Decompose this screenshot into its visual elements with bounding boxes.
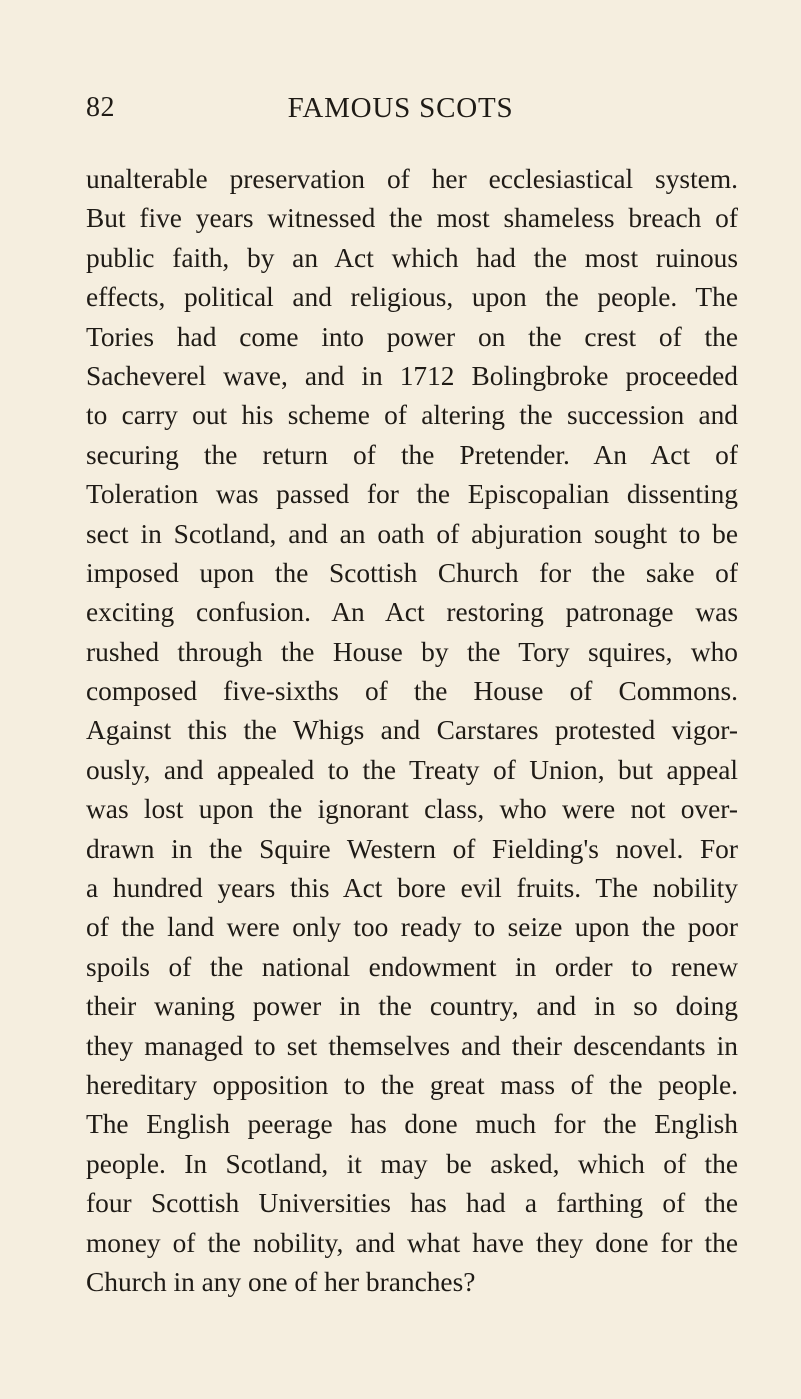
text-line: Tories had come into power on the crest of the: [86, 321, 738, 352]
text-line: unalterable preservation of her ecclesiastical system.: [86, 164, 738, 194]
text-line: was lost upon the ignorant class, who were not over-: [86, 794, 738, 825]
text-line: drawn in the Squire Western of Fielding's novel. For: [86, 833, 738, 864]
text-line: people. In Scotland, it may be asked, which of the: [86, 1148, 738, 1179]
text-line: public faith, by an Act which had the most ruinous: [86, 242, 738, 273]
text-line: composed five-sixths of the House of Commons.: [86, 676, 738, 707]
body-text: [86, 160, 738, 1302]
text-line: money of the nobility, and what have they done for the: [86, 1227, 738, 1258]
text-line: four Scottish Universities has had a farthing of the: [86, 1188, 738, 1219]
text-line: they managed to set themselves and their descendants in: [86, 1030, 738, 1061]
text-line: ously, and appealed to the Treaty of Union, but appeal: [86, 754, 738, 785]
text-line: exciting confusion. An Act restoring patronage was: [86, 597, 738, 628]
text-line: Toleration was passed for the Episcopalian dissenting: [86, 479, 738, 510]
text-line: But five years witnessed the most shameless breach of: [86, 203, 738, 234]
text-line: effects, political and religious, upon the people. The: [86, 282, 738, 313]
page-number: 82: [86, 92, 115, 123]
page-header: [0, 92, 801, 132]
text-line: spoils of the national endowment in order to renew: [86, 951, 738, 982]
text-line: their waning power in the country, and in so doing: [86, 991, 738, 1022]
text-line: Against this the Whigs and Carstares protested vigor-: [86, 715, 738, 746]
text-line: to carry out his scheme of altering the succession and: [86, 400, 738, 431]
text-line: rushed through the House by the Tory squires, who: [86, 636, 738, 667]
text-line: Sacheverel wave, and in 1712 Bolingbroke proceeded: [86, 360, 738, 391]
text-line: The English peerage has done much for the English: [86, 1109, 738, 1140]
text-line: hereditary opposition to the great mass of the people.: [86, 1069, 738, 1100]
text-line: securing the return of the Pretender. An Act of: [86, 439, 738, 470]
text-line: Church in any one of her branches?: [86, 1266, 476, 1297]
text-line: sect in Scotland, and an oath of abjuration sought to be: [86, 518, 738, 549]
text-line: imposed upon the Scottish Church for the sake of: [86, 557, 738, 588]
running-title: FAMOUS SCOTS: [287, 92, 514, 124]
text-line: of the land were only too ready to seize upon the poor: [86, 912, 738, 943]
text-line: a hundred years this Act bore evil fruits. The nobility: [86, 873, 738, 904]
